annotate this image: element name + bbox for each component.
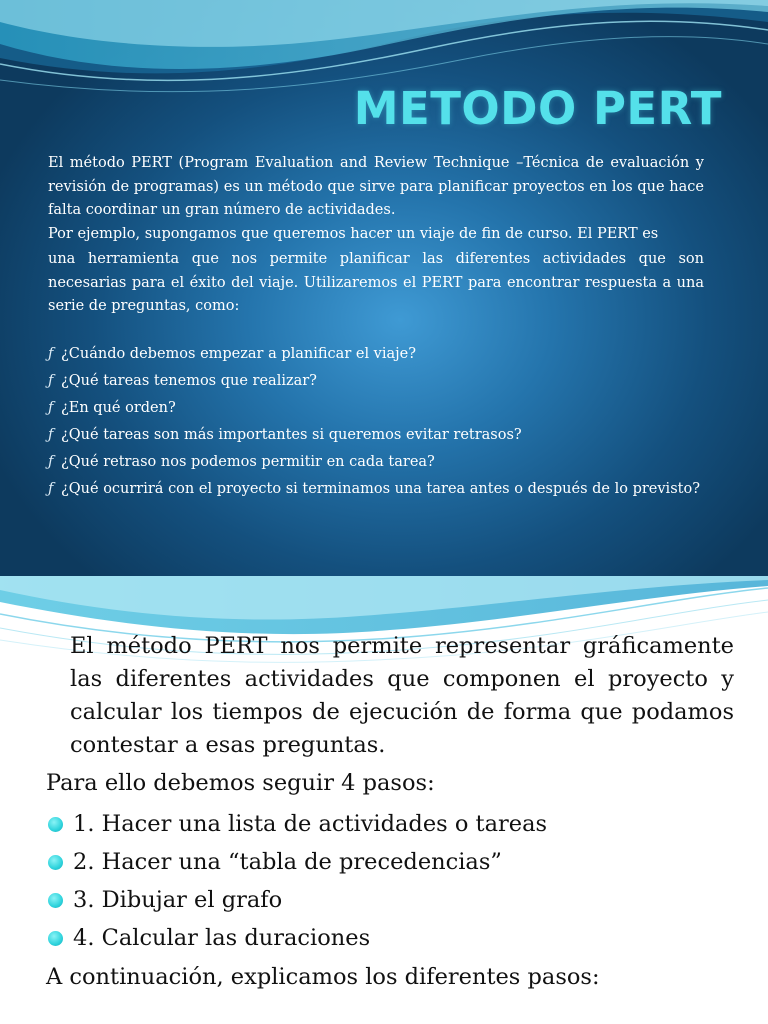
slide-2-body — [46, 630, 734, 993]
step-text: 2. Hacer una “tabla de precedencias” — [73, 849, 502, 875]
list-item — [48, 476, 704, 503]
slide-2 — [0, 576, 768, 1024]
slide-title: METODO PERT — [353, 82, 722, 135]
step-text: 4. Calcular las duraciones — [73, 925, 371, 951]
question-text: ¿Qué ocurrirá con el proyecto si terminamos una tarea antes o después de lo previsto? — [61, 480, 700, 497]
list-item — [46, 805, 734, 843]
question-list — [48, 341, 704, 503]
slide-1-body — [48, 152, 704, 503]
list-item — [48, 395, 704, 422]
step-text: 3. Dibujar el grafo — [73, 887, 283, 913]
bullet-dot-icon — [48, 817, 63, 832]
step-text: 1. Hacer una lista de actividades o tareas — [73, 811, 548, 837]
paragraph-example: Por ejemplo, supongamos que queremos hacer un viaje de fin de curso. El PERT es — [48, 225, 659, 242]
bullet-glyph: ƒ — [48, 399, 54, 416]
bullet-dot-icon — [48, 931, 63, 946]
list-item — [48, 422, 704, 449]
list-item — [48, 341, 704, 368]
list-item — [46, 919, 734, 957]
steps-list — [46, 805, 734, 957]
list-item — [48, 368, 704, 395]
bullet-glyph: ƒ — [48, 480, 54, 497]
question-text: ¿Qué tareas son más importantes si queremos evitar retrasos? — [61, 426, 522, 443]
question-text: ¿Cuándo debemos empezar a planificar el viaje? — [61, 345, 417, 362]
question-text: ¿En qué orden? — [61, 399, 176, 416]
bullet-glyph: ƒ — [48, 426, 54, 443]
list-item — [46, 881, 734, 919]
paragraph-tool: una herramienta que nos permite planificar las diferentes actividades que son necesarias para el éxito del viaje. Utilizaremos el PERT para encontrar respuesta a una serie de preguntas, como: — [48, 251, 704, 314]
bullet-glyph: ƒ — [48, 372, 54, 389]
question-text: ¿Qué retraso nos podemos permitir en cada tarea? — [61, 453, 435, 470]
list-item — [48, 449, 704, 476]
spacer — [48, 319, 704, 341]
paragraph-definition: El método PERT (Program Evaluation and Review Technique –Técnica de evaluación y revisión de programas) es un método que sirve para planificar proyectos en los que hace falta coordinar un gran número de actividades. — [48, 155, 704, 218]
bullet-glyph: ƒ — [48, 453, 54, 470]
intro-paragraph: El método PERT nos permite representar gráficamente las diferentes actividades que componen el proyecto y calcular los tiempos de ejecución de forma que podamos contestar a esas preguntas. — [70, 633, 734, 758]
bullet-dot-icon — [48, 855, 63, 870]
question-text: ¿Qué tareas tenemos que realizar? — [61, 372, 317, 389]
bullet-glyph: ƒ — [48, 345, 54, 362]
steps-intro: Para ello debemos seguir 4 pasos: — [46, 770, 435, 796]
closing-line: A continuación, explicamos los diferentes pasos: — [46, 964, 600, 990]
bullet-dot-icon — [48, 893, 63, 908]
list-item — [46, 843, 734, 881]
